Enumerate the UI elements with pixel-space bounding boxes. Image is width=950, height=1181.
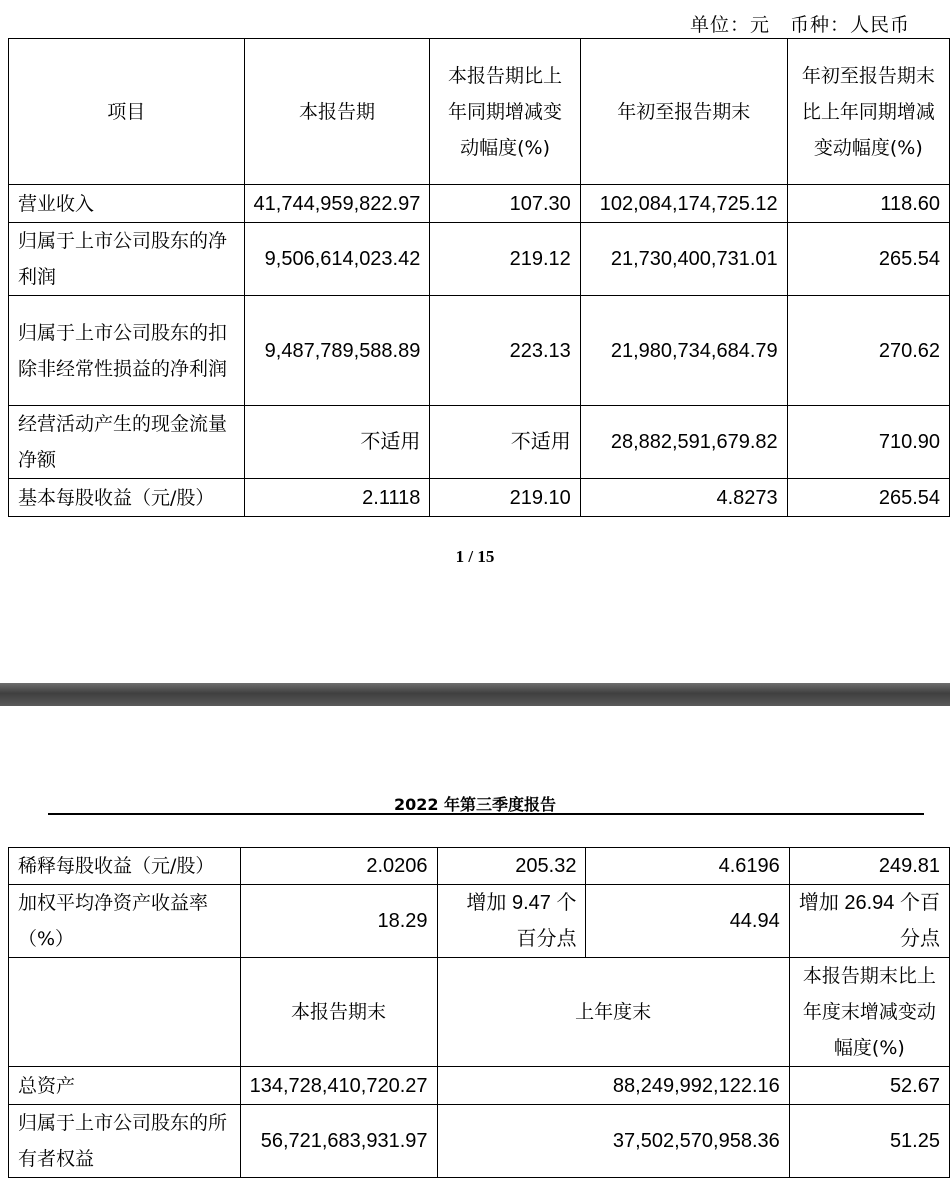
header-last-year-end: 上年度末 xyxy=(437,958,789,1067)
cell-current-change: 107.30 xyxy=(430,185,580,223)
cell-current-change: 不适用 xyxy=(430,406,580,479)
report-title: 2022 年第三季度报告 xyxy=(393,795,557,814)
header-change: 本报告期末比上年度末增减变动幅度(%) xyxy=(789,958,949,1067)
cell-current: 2.0206 xyxy=(240,848,437,885)
row-label: 加权平均净资产收益率（%） xyxy=(9,885,241,958)
cell-ytd-change: 265.54 xyxy=(787,479,949,517)
table-row xyxy=(9,479,950,517)
table-row xyxy=(9,406,950,479)
header-empty xyxy=(9,958,241,1067)
header-current-change: 本报告期比上年同期增减变动幅度(%) xyxy=(430,39,580,185)
header-period-end: 本报告期末 xyxy=(240,958,437,1067)
cell-ytd-change: 270.62 xyxy=(787,296,949,406)
cell-ytd: 4.6196 xyxy=(586,848,789,885)
table-row xyxy=(9,885,950,958)
cell-ytd: 28,882,591,679.82 xyxy=(580,406,787,479)
row-label: 归属于上市公司股东的所有者权益 xyxy=(9,1105,241,1178)
table-row xyxy=(9,1105,950,1178)
cell-ytd-change: 249.81 xyxy=(789,848,949,885)
unit-currency-line: 单位：元 币种：人民币 xyxy=(689,14,910,36)
cell-current-change: 219.12 xyxy=(430,223,580,296)
cell-last-year-end: 37,502,570,958.36 xyxy=(437,1105,789,1178)
page-number: 1 / 15 xyxy=(455,547,495,566)
cell-current: 不适用 xyxy=(244,406,430,479)
cell-ytd: 44.94 xyxy=(586,885,789,958)
cell-change: 52.67 xyxy=(789,1067,949,1105)
row-label: 归属于上市公司股东的扣除非经常性损益的净利润 xyxy=(9,296,245,406)
cell-current-change: 219.10 xyxy=(430,479,580,517)
cell-period-end: 56,721,683,931.97 xyxy=(240,1105,437,1178)
table-header-row xyxy=(9,39,950,185)
row-label: 经营活动产生的现金流量净额 xyxy=(9,406,245,479)
table-row xyxy=(9,848,950,885)
cell-last-year-end: 88,249,992,122.16 xyxy=(437,1067,789,1105)
header-current: 本报告期 xyxy=(244,39,430,185)
header-item: 项目 xyxy=(9,39,245,185)
cell-current-change: 205.32 xyxy=(437,848,586,885)
header-ytd: 年初至报告期末 xyxy=(580,39,787,185)
table-row xyxy=(9,185,950,223)
table-row xyxy=(9,223,950,296)
table-row xyxy=(9,296,950,406)
cell-current: 2.1118 xyxy=(244,479,430,517)
row-label: 基本每股收益（元/股） xyxy=(9,479,245,517)
cell-current-change: 增加 9.47 个百分点 xyxy=(437,885,586,958)
cell-current: 18.29 xyxy=(240,885,437,958)
page-separator xyxy=(0,683,950,706)
header-ytd-change: 年初至报告期末比上年同期增减变动幅度(%) xyxy=(787,39,949,185)
table-header-row xyxy=(9,958,950,1067)
cell-ytd: 102,084,174,725.12 xyxy=(580,185,787,223)
table-row xyxy=(9,1067,950,1105)
row-label: 归属于上市公司股东的净利润 xyxy=(9,223,245,296)
financial-table-continued xyxy=(8,847,950,1178)
cell-ytd-change: 增加 26.94 个百分点 xyxy=(789,885,949,958)
financial-table-main xyxy=(8,38,950,517)
cell-current: 9,506,614,023.42 xyxy=(244,223,430,296)
cell-ytd: 21,980,734,684.79 xyxy=(580,296,787,406)
cell-current: 41,744,959,822.97 xyxy=(244,185,430,223)
cell-current-change: 223.13 xyxy=(430,296,580,406)
cell-ytd: 4.8273 xyxy=(580,479,787,517)
title-rule xyxy=(48,813,924,815)
cell-ytd-change: 265.54 xyxy=(787,223,949,296)
row-label: 稀释每股收益（元/股） xyxy=(9,848,241,885)
cell-ytd: 21,730,400,731.01 xyxy=(580,223,787,296)
cell-period-end: 134,728,410,720.27 xyxy=(240,1067,437,1105)
cell-ytd-change: 710.90 xyxy=(787,406,949,479)
cell-ytd-change: 118.60 xyxy=(787,185,949,223)
cell-change: 51.25 xyxy=(789,1105,949,1178)
cell-current: 9,487,789,588.89 xyxy=(244,296,430,406)
row-label: 营业收入 xyxy=(9,185,245,223)
row-label: 总资产 xyxy=(9,1067,241,1105)
